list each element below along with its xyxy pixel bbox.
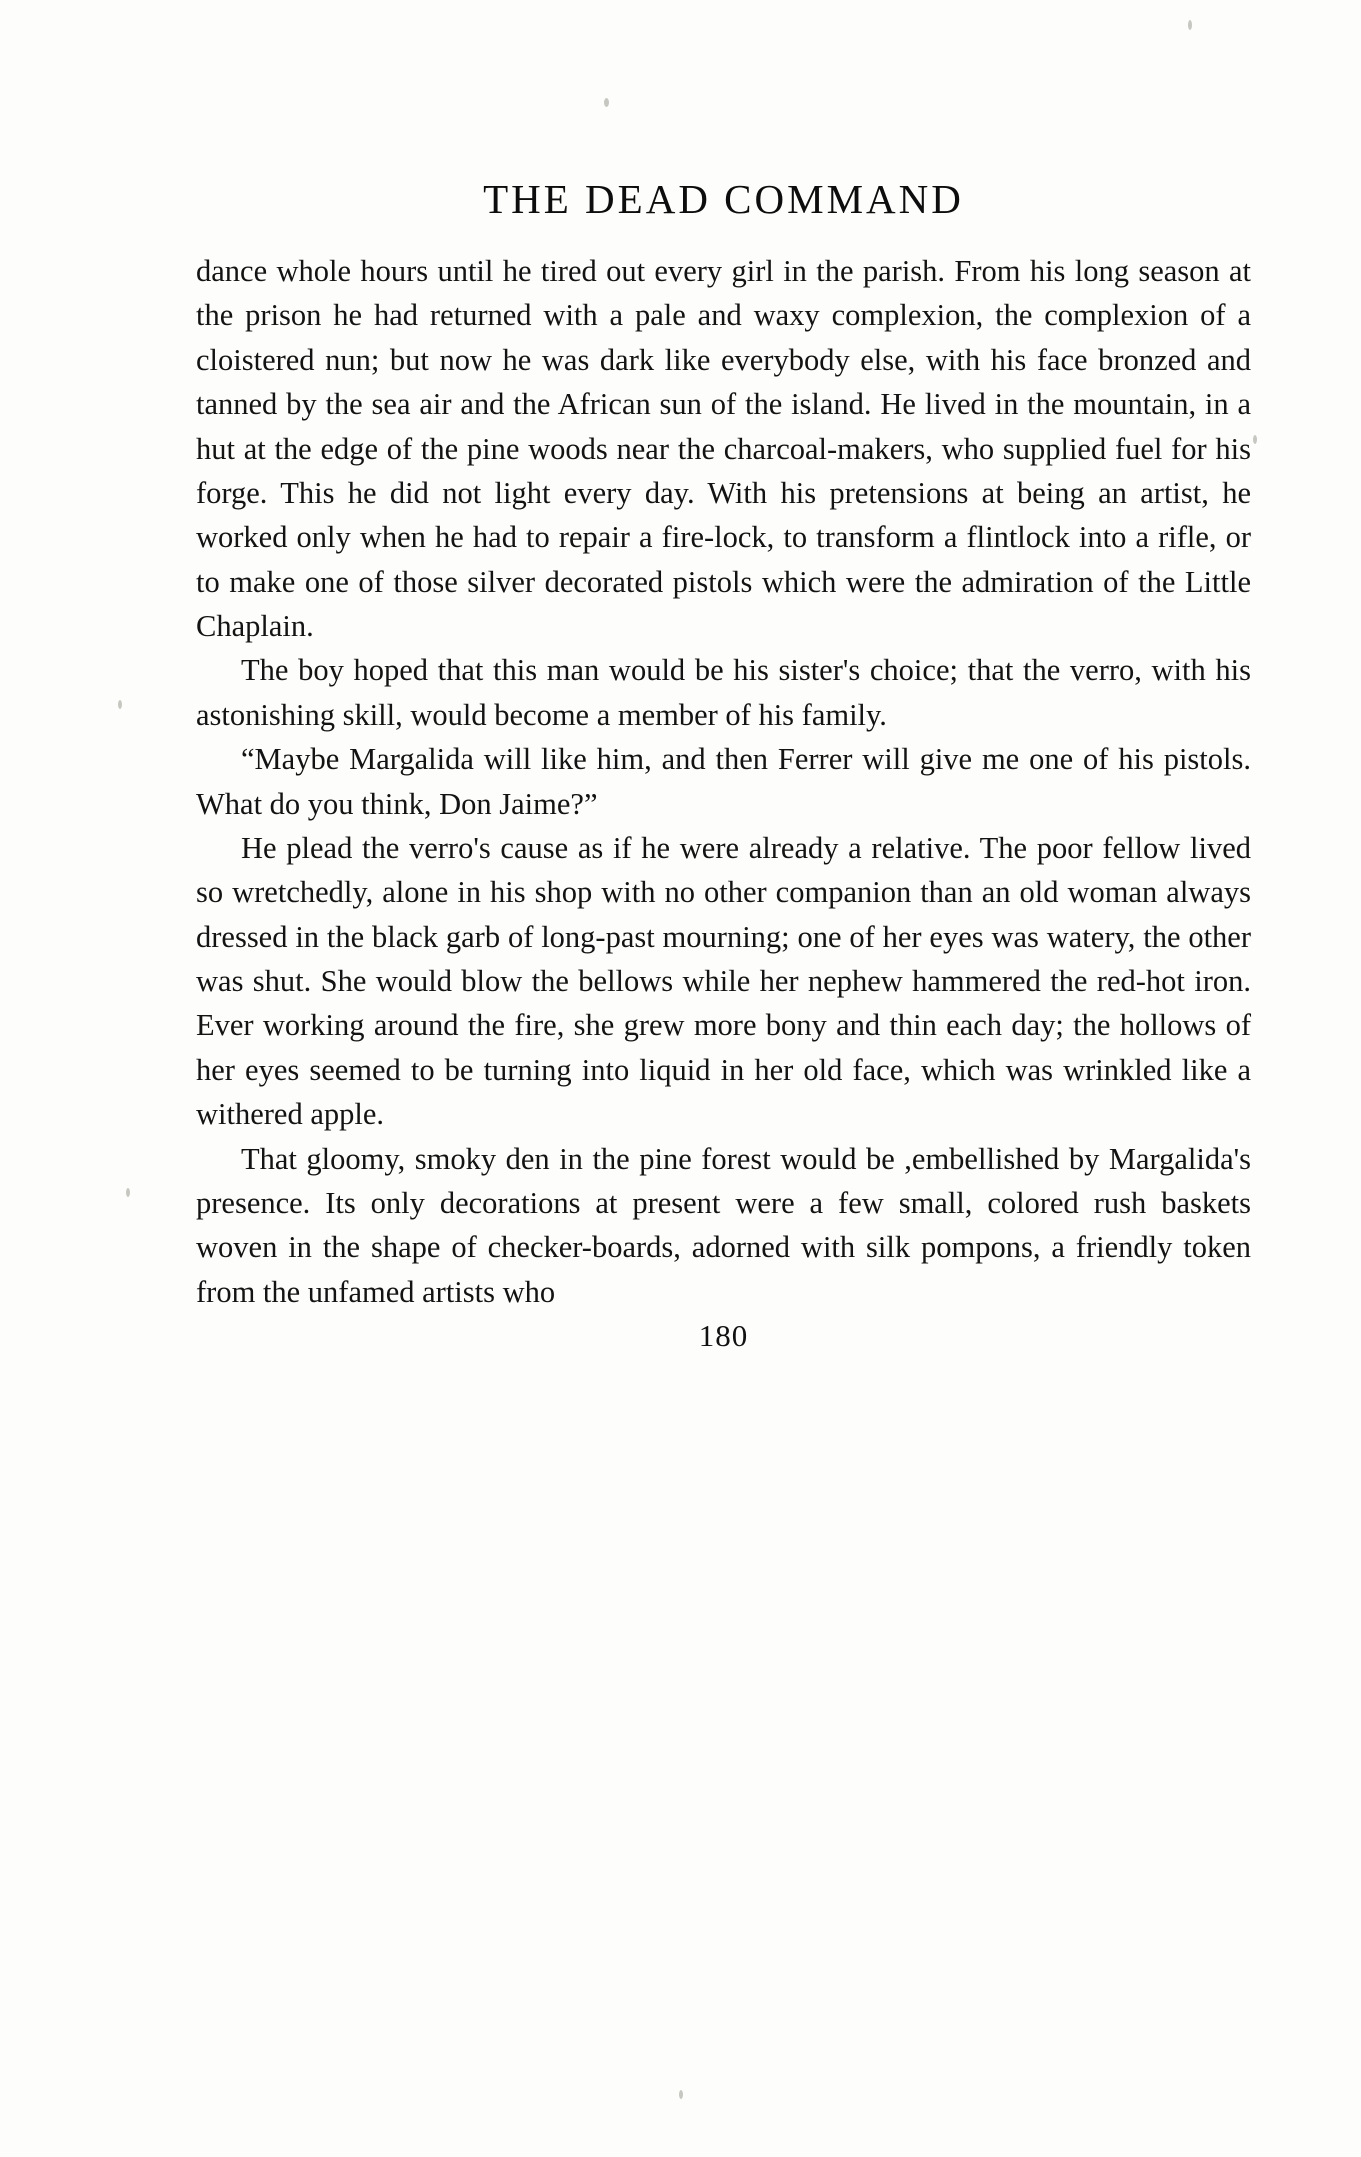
scan-speck <box>1188 20 1192 30</box>
scan-speck <box>126 1188 130 1197</box>
page-body <box>196 249 1251 1314</box>
scan-speck <box>679 2090 683 2099</box>
paragraph-1: dance whole hours until he tired out every girl in the parish. From his long season at the prison he had returned with a pale and waxy complexion, the complexion of a cloistered nun; but now he was dark like everybody else, with his face bronzed and tanned by the sea air and the African sun of the island. He lived in the mountain, in a hut at the edge of the pine woods near the charcoal-makers, who supplied fuel for his forge. This he did not light every day. With his pretensions at being an artist, he worked only when he had to repair a fire-lock, to transform a flintlock into a rifle, or to make one of those silver decorated pistols which were the admiration of the Little Chaplain. <box>196 254 1251 643</box>
scan-speck <box>1253 435 1257 444</box>
scan-speck <box>118 700 122 709</box>
paragraph-4: He plead the verro's cause as if he were already a relative. The poor fellow lived so wretchedly, alone in his shop with no other companion than an old woman always dressed in the black garb of long-past mourning; one of her eyes was watery, the other was shut. She would blow the bellows while her nephew hammered the red-hot iron. Ever working around the fire, she grew more bony and thin each day; the hollows of her eyes seemed to be turning into liquid in her old face, which was wrinkled like a withered apple. <box>196 830 1251 1132</box>
paragraph-5: That gloomy, smoky den in the pine forest would be ,embellished by Margalida's presence. Its only decorations at present were a few small, colored rush baskets woven in the shape of checker-boards, adorned with silk pompons, a friendly token from the unfamed artists who <box>196 1141 1251 1309</box>
page-title: THE DEAD COMMAND <box>483 176 964 222</box>
paragraph-3: “Maybe Margalida will like him, and then Ferrer will give me one of his pistols. What do you think, Don Jaime?” <box>196 742 1251 821</box>
scan-speck <box>604 98 609 107</box>
page-number: 180 <box>698 1318 749 1353</box>
paragraph-2: The boy hoped that this man would be his sister's choice; that the verro, with his astonishing skill, would become a member of his family. <box>196 653 1251 732</box>
